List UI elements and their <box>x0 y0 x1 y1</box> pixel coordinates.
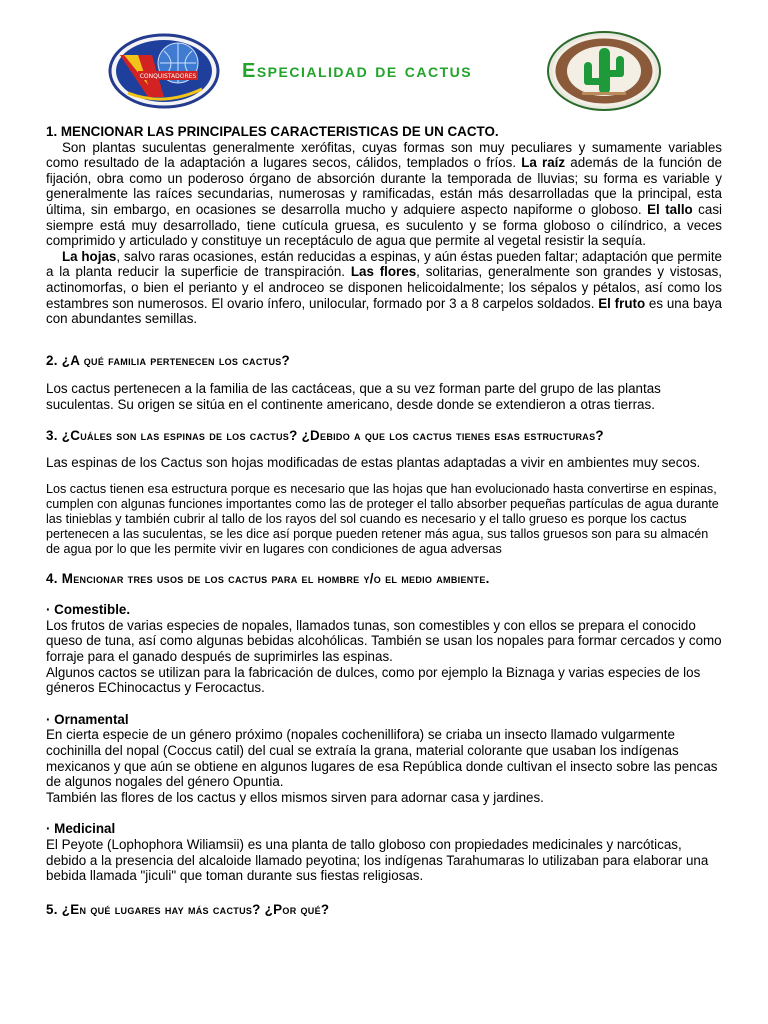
ornamental-title: · Ornamental <box>46 711 129 727</box>
document-header <box>46 30 722 110</box>
section-1-heading: 1. MENCIONAR LAS PRINCIPALES CARACTERISTICAS DE UN CACTO. <box>46 124 499 139</box>
section-1-paragraph-1: Son plantas suculentas generalmente xerófitas, cuyas formas son muy peculiares y sumamente variables como resultado de la adaptación a lugares secos, cálidos, templados o fríos. La raíz además de la función de fijación, obra como un poderoso órgano de absorción durante la temporada de lluvias; su forma es variable y generalmente las raíces secundarias, numerosas y ramificadas, están más desarrolladas que la principal, esta última, sin embargo, en ocasiones se desarrolla mucho y adquiere aspecto napiforme o globoso. El tallo casi siempre está muy desarrollado, tiene cutícula gruesa, es suculento y se forma globoso o cilíndrico, a veces comprimido y articulado y constituye un receptáculo de agua que permite al vegetal resistir la sequía. <box>46 139 722 249</box>
section-1-paragraph-2: La hojas, salvo raras ocasiones, están reducidas a espinas, y aún éstas pueden faltar; adaptación que permite a la planta reducir la superficie de transpiración. Las flores, solitarias, generalmente son grandes y vistosas, actinomorfas, o bien el perianto y el androceo se disponen helicoidalmente; los sépalos y pétalos, así como los estambres son numerosos. El ovario ínfero, unilocular, formado por 3 a 8 carpelos soldados. El fruto es una baya con abundantes semillas. <box>46 248 722 327</box>
medicinal-paragraph-1: El Peyote (Lophophora Wiliamsii) es una planta de tallo globoso con propiedades medicinales y narcóticas, debido a la presencia del alcaloide llamado peyotina; los indígenas Tarahumaras lo utilizaban para elaborar una bebida llamada "jiculi" que toman durante sus fiestas religiosas. <box>46 837 709 884</box>
cactus-badge <box>546 30 662 112</box>
section-2-heading: 2. ¿A qué familia pertenecen los cactus? <box>46 352 291 368</box>
section-3-paragraph-1: Las espinas de los Cactus son hojas modificadas de estas plantas adaptadas a vivir en ambientes muy secos. <box>46 455 701 471</box>
comestible-title: · Comestible. <box>46 602 131 618</box>
section-3-heading: 3. ¿Cuáles son las espinas de los cactus? ¿Debido a que los cactus tienes esas estructuras? <box>46 427 604 443</box>
conquistadores-logo <box>108 33 220 109</box>
section-5-heading: 5. ¿En qué lugares hay más cactus? ¿Por qué? <box>46 901 330 917</box>
section-3-paragraph-2: Los cactus tienen esa estructura porque es necesario que las hojas que han evolucionado hasta convertirse en espinas, cumplen con algunas funciones importantes como las de proteger el tallo absorber pequeñas partículas de agua durante las tinieblas y también cubrir al tallo de los rayos del sol cuando es necesario y el tallo grueso es porque los cactus pertenecen a las suculentas, se les dice así porque pueden retener más agua, sus tallos gruesos son para su almacén de agua por lo que les permite vivir en lugares con condiciones de agua adversas <box>46 481 719 556</box>
ornamental-paragraph-1: En cierta especie de un género próximo (nopales cochenillifora) se criaba un insecto llamado vulgarmente cochinilla del nopal (Coccus catil) del cual se extraía la grana, material colorante que usaban los indígenas mexicanos y que aún se obtiene en algunos lugares de esa República donde cultivan el insecto sobre las pencas de algunos nogales del género Opuntia. <box>46 727 718 790</box>
section-2-paragraph: Los cactus pertenecen a la familia de las cactáceas, que a su vez forman parte del grupo de las plantas suculentas. Su origen se sitúa en el continente americano, desde donde se extendieron a otras tierras. <box>46 381 661 412</box>
logo-text: CONQUISTADORES <box>139 73 197 80</box>
section-4-heading: 4. Mencionar tres usos de los cactus para el hombre y/o el medio ambiente. <box>46 570 490 586</box>
document-body <box>46 124 722 917</box>
comestible-paragraph-1: Los frutos de varias especies de nopales, llamados tunas, son comestibles y con ellos se prepara el conocido queso de tuna, así como algunas bebidas alcohólicas. También se usan los nopales para formar cercados y como forraje para el ganado después de suprimirles las espinas. <box>46 617 722 665</box>
ornamental-paragraph-2: También las flores de los cactus y ellos mismos sirven para adornar casa y jardines. <box>46 789 544 805</box>
comestible-paragraph-2: Algunos cactos se utilizan para la fabricación de dulces, como por ejemplo la Biznaga y varias especies de los géneros EChinocactus y Ferocactus. <box>46 664 701 696</box>
medicinal-title: · Medicinal <box>46 821 116 837</box>
page-title: Especialidad de cactus <box>242 60 473 82</box>
